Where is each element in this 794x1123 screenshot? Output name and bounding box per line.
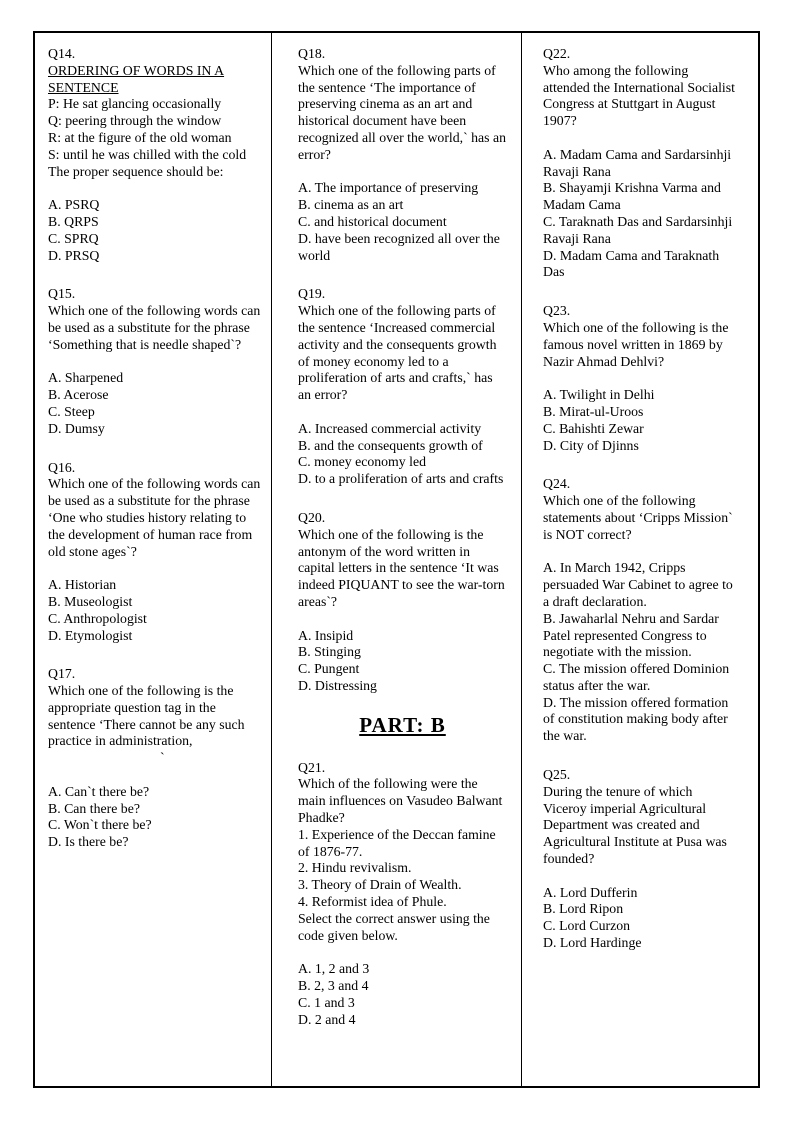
answer-options: [48, 197, 262, 264]
answer-option-a: A. Historian: [48, 577, 117, 593]
column-left: [35, 33, 272, 1086]
question-body: [48, 683, 262, 750]
question-number: Q15.: [48, 286, 76, 302]
question-body-line: 2. Hindu revivalism.: [298, 860, 412, 876]
question-number: Q16.: [48, 459, 76, 475]
answer-option-b: B. Stinging: [298, 644, 361, 660]
answer-option-a: A. 1, 2 and 3: [298, 961, 370, 977]
question-body-line: S: until he was chilled with the cold: [48, 146, 247, 162]
question-body-line: Which one of the following is the antonym of the word written in capital letters in the sentence ‘It was indeed PIQUANT to see the war-torn areas`?: [298, 526, 505, 609]
answer-option-b: B. Can there be?: [48, 800, 140, 816]
question-body: [298, 63, 507, 164]
answer-options: [48, 577, 262, 644]
question-number: Q24.: [543, 476, 571, 492]
question-q17: [48, 666, 262, 851]
document-border: [33, 31, 760, 1088]
question-body: [48, 476, 262, 560]
answer-option-b: B. Mirat-ul-Uroos: [543, 403, 644, 419]
answer-option-b: B. cinema as an art: [298, 197, 404, 213]
answer-option-b: B. Shayamji Krishna Varma and Madam Cama: [543, 180, 721, 213]
answer-option-a: A. The importance of preserving: [298, 180, 479, 196]
question-body: [298, 303, 507, 404]
question-number: Q18.: [298, 46, 326, 61]
answer-option-a: A. Sharpened: [48, 370, 124, 386]
question-q24: [543, 476, 738, 745]
question-body-line: 3. Theory of Drain of Wealth.: [298, 877, 462, 893]
answer-option-c: C. Steep: [48, 403, 95, 419]
question-q22: [543, 46, 738, 281]
answer-option-b: B. 2, 3 and 4: [298, 978, 369, 994]
answer-option-c: C. Bahishti Zewar: [543, 420, 644, 436]
answer-option-d: D. Etymologist: [48, 627, 133, 643]
answer-option-d: D. PRSQ: [48, 247, 100, 263]
answer-option-a: A. Insipid: [298, 627, 354, 643]
column-middle: [272, 33, 522, 1086]
question-body-line: Which one of the following parts of the sentence ‘The importance of preserving cinema as an art and historical document have been recognized all over the world,` has an error?: [298, 62, 507, 162]
column-right: [522, 33, 758, 1086]
question-body-line: Which one of the following words can be used as a substitute for the phrase ‘One who studies history relating to the development of human race from old stone ages`?: [48, 476, 261, 559]
answer-option-b: B. Acerose: [48, 387, 109, 403]
answer-option-d: D. Madam Cama and Taraknath Das: [543, 247, 720, 280]
question-number: Q23.: [543, 303, 571, 319]
answer-option-d: D. Lord Hardinge: [543, 935, 642, 951]
question-body-line: Q: peering through the window: [48, 113, 222, 129]
question-number: Q25.: [543, 767, 571, 783]
question-body-line: R: at the figure of the old woman: [48, 129, 232, 145]
question-body-line: Which one of the following parts of the sentence ‘Increased commercial activity and the consequents growth of money economy led to a proliferation of arts and crafts,` has an error?: [298, 303, 497, 403]
answer-option-b: B. and the consequents growth of: [298, 437, 483, 453]
stray-quote-mark: `: [160, 750, 165, 766]
answer-option-c: C. Anthropologist: [48, 610, 147, 626]
section-heading-text: PART: B: [359, 712, 446, 737]
answer-options: [48, 370, 262, 437]
answer-option-a: A. Twilight in Delhi: [543, 387, 655, 403]
answer-options: [543, 885, 738, 952]
question-q16: [48, 460, 262, 645]
question-q20: [298, 510, 507, 695]
question-body: [48, 96, 262, 180]
question-body-line: Which one of the following is the appropriate question tag in the sentence ‘There cannot be any such practice in administration,: [48, 683, 245, 749]
answer-option-c: C. Lord Curzon: [543, 918, 630, 934]
question-number: Q21.: [298, 759, 326, 775]
question-q25: [543, 767, 738, 952]
question-body-line: 1. Experience of the Deccan famine of 1876-77.: [298, 826, 496, 859]
answer-options: [298, 628, 507, 695]
question-number: Q19.: [298, 286, 326, 302]
answer-option-c: C. money economy led: [298, 454, 426, 470]
question-body: [543, 784, 738, 868]
answer-option-b: B. Lord Ripon: [543, 901, 624, 917]
answer-option-b: B. Museologist: [48, 593, 133, 609]
answer-option-b: B. QRPS: [48, 213, 99, 229]
question-q23: [543, 303, 738, 454]
question-body-line: Which one of the following is the famous novel written in 1869 by Nazir Ahmad Dehlvi?: [543, 319, 729, 369]
question-body-line: During the tenure of which Viceroy imperial Agricultural Department was created and Agricultural Institute at Pusa was founded?: [543, 783, 727, 867]
answer-options: [298, 961, 507, 1028]
question-number: Q14.: [48, 46, 76, 61]
question-body: [48, 303, 262, 353]
question-number: Q17.: [48, 666, 76, 682]
answer-option-d: D. Distressing: [298, 677, 377, 693]
answer-option-d: D. Is there be?: [48, 834, 129, 850]
answer-option-d: D. Dumsy: [48, 420, 105, 436]
answer-options: [48, 784, 262, 851]
question-body: [543, 63, 738, 130]
question-underlined-heading: ORDERING OF WORDS IN A SENTENCE: [48, 62, 225, 95]
question-body: [298, 776, 507, 944]
answer-option-a: A. PSRQ: [48, 197, 100, 213]
answer-option-a: A. Increased commercial activity: [298, 420, 482, 436]
answer-option-c: C. Taraknath Das and Sardarsinhji Ravaji Rana: [543, 213, 733, 246]
answer-option-c: C. SPRQ: [48, 230, 99, 246]
question-body: [543, 493, 738, 543]
question-body-line: The proper sequence should be:: [48, 163, 224, 179]
answer-option-a: A. Lord Dufferin: [543, 884, 638, 900]
answer-option-d: D. The mission offered formation of constitution making body after the war.: [543, 694, 729, 744]
answer-options: [298, 180, 507, 264]
question-q15: [48, 286, 262, 437]
answer-option-d: D. have been recognized all over the world: [298, 230, 500, 263]
question-body-line: Which of the following were the main influences on Vasudeo Balwant Phadke?: [298, 776, 503, 826]
answer-option-a: A. Can`t there be?: [48, 783, 150, 799]
question-number: Q20.: [298, 509, 326, 525]
question-q18: [298, 46, 507, 264]
question-number: Q22.: [543, 46, 571, 61]
answer-options: [543, 560, 738, 745]
answer-option-d: D. City of Djinns: [543, 437, 639, 453]
question-q19: [298, 286, 507, 488]
answer-options: [298, 421, 507, 488]
question-body: [298, 527, 507, 611]
question-body-line: Select the correct answer using the code given below.: [298, 910, 490, 943]
answer-options: [543, 147, 738, 281]
question-q21: [298, 760, 507, 1029]
answer-option-a: A. Madam Cama and Sardarsinhji Ravaji Rana: [543, 146, 732, 179]
question-body-line: Who among the following attended the International Socialist Congress at Stuttgart in August 1907?: [543, 62, 735, 129]
answer-option-d: D. 2 and 4: [298, 1011, 356, 1027]
answer-option-c: C. 1 and 3: [298, 994, 355, 1010]
answer-option-c: C. Won`t there be?: [48, 817, 152, 833]
answer-options: [543, 387, 738, 454]
question-body-line: 4. Reformist idea of Phule.: [298, 894, 447, 910]
answer-option-a: A. In March 1942, Cripps persuaded War Cabinet to agree to a draft declaration.: [543, 560, 733, 609]
section-heading-part-b: [298, 712, 507, 738]
question-body-line: Which one of the following statements about ‘Cripps Mission` is NOT correct?: [543, 493, 733, 542]
answer-option-b: B. Jawaharlal Nehru and Sardar Patel represented Congress to negotiate with the mission.: [543, 610, 719, 660]
question-body-line: P: He sat glancing occasionally: [48, 96, 222, 112]
answer-option-c: C. The mission offered Dominion status after the war.: [543, 661, 730, 693]
question-body: [543, 320, 738, 370]
answer-option-c: C. Pungent: [298, 661, 360, 677]
question-body-line: Which one of the following words can be used as a substitute for the phrase ‘Something that is needle shaped`?: [48, 303, 261, 352]
question-q14: [48, 46, 262, 264]
answer-option-d: D. to a proliferation of arts and crafts: [298, 471, 504, 487]
answer-option-c: C. and historical document: [298, 213, 447, 229]
